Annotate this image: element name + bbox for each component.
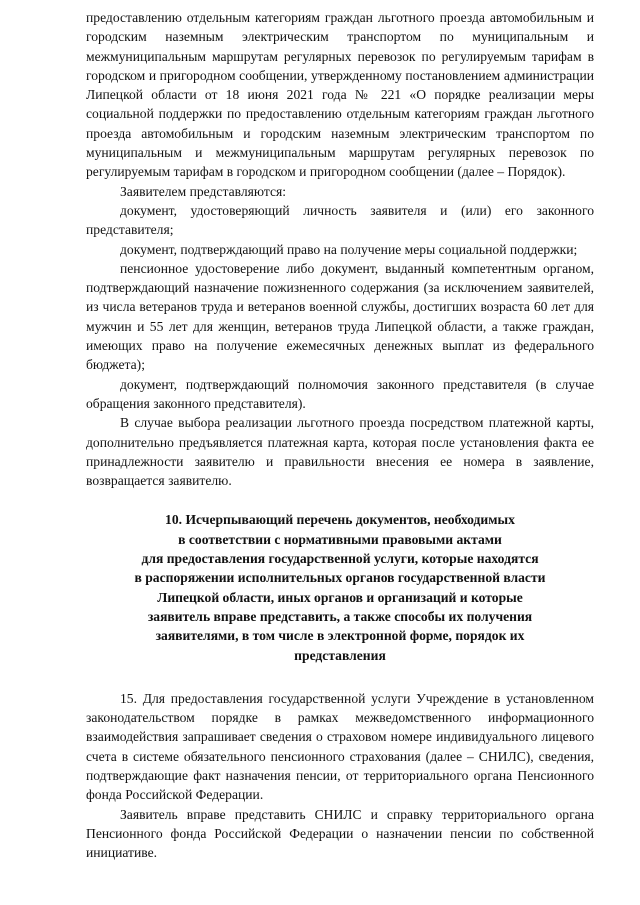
paragraph: документ, подтверждающий полномочия законного представителя (в случае обращения законного представителя). (86, 376, 594, 411)
spacer (86, 490, 594, 510)
paragraph: пенсионное удостоверение либо документ, выданный компетентным органом, подтверждающий назначение пожизненного содержания (за исключением заявителей, из числа ветеранов труда и ветеранов военной службы, достигших возраста 60 лет для мужчин и 55 лет для женщин, ветеранов труда Липецкой области, а также граждан, имеющих право на получение ежемесячных денежных выплат из федерального бюджета); (86, 260, 594, 373)
paragraph: документ, подтверждающий право на получение меры социальной поддержки; (120, 241, 578, 257)
heading-line: в соответствии с нормативными правовыми актами (178, 531, 502, 547)
paragraph: документ, удостоверяющий личность заявителя и (или) его законного представителя; (86, 202, 594, 238)
paragraph: В случае выбора реализации льготного проезда посредством платежной карты, дополнительно предъявляется платежная карта, которая после установления факта ее принадлежности заявителю и правильности внесения ее номера в заявление, возвращается заявителю. (86, 415, 594, 489)
heading-line: заявитель вправе представить, а также способы их получения (147, 608, 533, 624)
spacer (86, 665, 594, 689)
heading-line: 10. Исчерпывающий перечень документов, необходимых (165, 512, 515, 528)
heading-line: Липецкой области, иных органов и организаций и которые (157, 589, 523, 605)
paragraphs-bottom (86, 689, 594, 863)
paragraphs-top (86, 8, 594, 490)
heading-line: в распоряжении исполнительных органов государственной власти (134, 570, 546, 586)
paragraph: 15. Для предоставления государственной услуги Учреждение в установленном законодательством порядке в рамках межведомственного информационного взаимодействия запрашивает сведения о страховом номере индивидуального лицевого счета в системе обязательного пенсионного страхования (далее – СНИЛС), сведения, подтверждающие факт назначения пенсии, от территориального органа Пенсионного фонда Российской Федерации. (86, 690, 594, 803)
section-heading (86, 510, 594, 664)
heading-line: заявителями, в том числе в электронной форме, порядок их (155, 628, 525, 644)
paragraph: Заявитель вправе представить СНИЛС и справку территориального органа Пенсионного фонда Российской Федерации о назначении пенсии по собственной инициативе. (86, 806, 594, 861)
heading-line: представления (294, 647, 386, 663)
paragraph: предоставлению отдельным категориям граждан льготного проезда автомобильным и городским наземным электрическим транспортом по муниципальным и межмуниципальным маршрутам регулярных перевозок по регулируемым тарифам в городском и пригородном сообщении, утвержденному постановлением администрации Липецкой области от 18 июня 2021 года № 221 «О порядке реализации меры социальной поддержки по предоставлению отдельным категориям граждан льготного проезда автомобильным и городским наземным электрическим транспортом по муниципальным и межмуниципальным маршрутам регулярных перевозок по регулируемым тарифам в городском и пригородном сообщении (далее – Порядок). (86, 10, 594, 180)
paragraph: Заявителем представляются: (120, 183, 287, 199)
heading-line: для предоставления государственной услуги, которые находятся (141, 551, 539, 567)
document-page (86, 8, 594, 862)
